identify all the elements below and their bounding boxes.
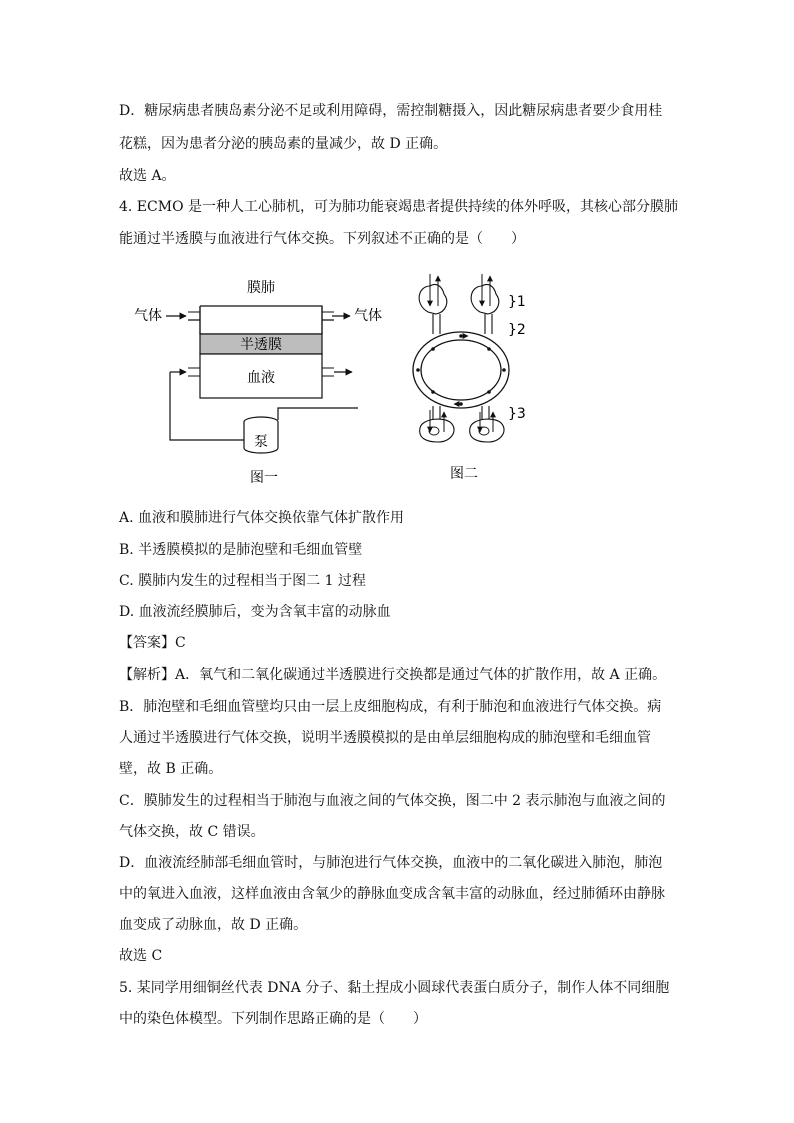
q4-stem-line2: 能通过半透膜与血液进行气体交换。下列叙述不正确的是（ ）	[119, 231, 525, 247]
figure1-membrane-label: 半透膜	[240, 337, 282, 353]
q4-analysis-line1: 【解析】A．氧气和二氧化碳通过半透膜进行交换都是通过气体的扩散作用，故 A 正确。	[119, 667, 667, 683]
q4-analysis-line8: 中的氧进入血液，这样血液由含氧少的静脉血变成含氧丰富的动脉血，经过肺循环由静脉	[119, 886, 665, 902]
q5-stem-line2: 中的染色体模型。下列制作思路正确的是（ ）	[119, 1011, 427, 1027]
figure1-title: 膜肺	[247, 280, 275, 296]
q4-figure-svg	[128, 272, 548, 492]
figure2-caption: 图二	[450, 466, 478, 482]
figure2-gas-exchange	[413, 274, 526, 482]
q4-answer: 【答案】C	[119, 635, 186, 651]
q4-analysis-line3: 人通过半透膜进行气体交换，说明半透膜模拟的是由单层细胞构成的肺泡壁和毛细血管	[119, 730, 651, 746]
q4-analysis-line2: B．肺泡壁和毛细血管壁均只由一层上皮细胞构成，有利于肺泡和血液进行气体交换。病	[119, 699, 662, 715]
figure1-membrane-lung	[134, 279, 382, 486]
q4-analysis-line6: 气体交换，故 C 错误。	[119, 824, 265, 840]
prev-option-d-line2: 花糕，因为患者分泌的胰岛素的量减少，故 D 正确。	[119, 136, 448, 152]
prev-answer: 故选 A。	[119, 168, 176, 184]
q4-option-c: C. 膜肺内发生的过程相当于图二 1 过程	[119, 573, 366, 589]
q4-option-a: A. 血液和膜肺进行气体交换依靠气体扩散作用	[119, 510, 405, 526]
figure1-gas-in-label: 气体	[134, 308, 162, 324]
figure1-gas-out-label: 气体	[354, 308, 382, 324]
q4-final-answer: 故选 C	[119, 948, 163, 964]
prev-option-d-line1: D．糖尿病患者胰岛素分泌不足或利用障碍，需控制糖摄入，因此糖尿病患者要少食用桂	[119, 103, 663, 119]
q4-analysis-line4: 壁，故 B 正确。	[119, 761, 223, 777]
figure2-label-1: }1	[508, 294, 526, 310]
q5-stem-line1: 5. 某同学用细铜丝代表 DNA 分子、黏土捏成小圆球代表蛋白质分子，制作人体不同细胞	[119, 980, 670, 996]
q4-figures	[128, 272, 548, 492]
q4-stem-line1: 4. ECMO 是一种人工心肺机，可为肺功能衰竭患者提供持续的体外呼吸，其核心部分膜肺	[119, 199, 678, 215]
figure1-pump-label: 泵	[254, 434, 268, 450]
q4-analysis-line5: C．膜肺发生的过程相当于肺泡与血液之间的气体交换，图二中 2 表示肺泡与血液之间的	[119, 793, 666, 809]
q4-analysis-line7: D．血液流经肺部毛细血管时，与肺泡进行气体交换，血液中的二氧化碳进入肺泡，肺泡	[119, 855, 663, 871]
figure1-caption: 图一	[250, 470, 278, 486]
q4-analysis-line9: 血变成了动脉血，故 D 正确。	[119, 917, 308, 933]
figure2-label-3: }3	[508, 406, 526, 422]
figure1-blood-label: 血液	[247, 370, 275, 386]
figure2-label-2: }2	[508, 322, 526, 338]
q4-option-b: B. 半透膜模拟的是肺泡壁和毛细血管壁	[119, 542, 363, 558]
q4-option-d: D. 血液流经膜肺后，变为含氧丰富的动脉血	[119, 604, 391, 620]
